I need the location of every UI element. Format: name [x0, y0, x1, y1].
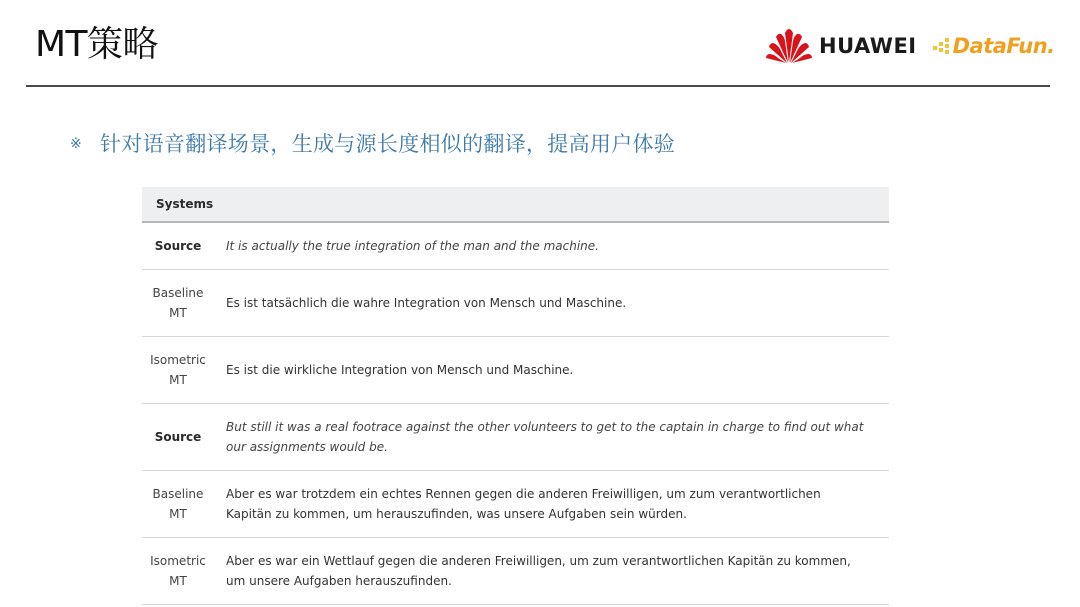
table-row	[142, 471, 889, 538]
translation-text: It is actually the true integration of the man and the machine.	[216, 222, 889, 270]
system-label: Isometric MT	[142, 337, 216, 404]
huawei-flower-icon	[765, 27, 813, 65]
table-row	[142, 404, 889, 471]
table-row	[142, 538, 889, 605]
bullet-text: 针对语音翻译场景，生成与源长度相似的翻译，提高用户体验	[100, 132, 676, 156]
translation-text: Aber es war trotzdem ein echtes Rennen gegen die anderen Freiwilligen, um zum verantwortlichen Kapitän zu kommen, um herauszufinden, was unsere Aufgaben sein würden.	[216, 471, 889, 538]
table-row	[142, 270, 889, 337]
logo-group	[765, 26, 1055, 66]
translation-text: Es ist die wirkliche Integration von Mensch und Maschine.	[216, 337, 889, 404]
huawei-logo	[765, 27, 917, 65]
reference-mark-icon: ※	[70, 134, 82, 151]
datafun-logo	[931, 34, 1055, 58]
table-row	[142, 337, 889, 404]
title-divider	[26, 85, 1050, 87]
translation-text: Es ist tatsächlich die wahre Integration von Mensch und Maschine.	[216, 270, 889, 337]
table-row	[142, 222, 889, 270]
translation-text: Aber es war ein Wettlauf gegen die anderen Freiwilligen, um zum verantwortlichen Kapitän zu kommen, um unsere Aufgaben herauszufinden.	[216, 538, 889, 605]
system-label: Baseline MT	[142, 471, 216, 538]
slide-title: MT策略	[35, 24, 159, 65]
system-label: Source	[142, 222, 216, 270]
system-label: Baseline MT	[142, 270, 216, 337]
translation-comparison-table	[142, 187, 889, 605]
translation-text: But still it was a real footrace against the other volunteers to get to the captain in charge to find out what our assignments would be.	[216, 404, 889, 471]
huawei-wordmark: HUAWEI	[819, 34, 917, 58]
system-label: Source	[142, 404, 216, 471]
datafun-wordmark: DataFun.	[952, 34, 1055, 58]
system-label: Isometric MT	[142, 538, 216, 605]
datafun-dots-icon	[931, 35, 953, 57]
systems-header: Systems	[142, 187, 889, 222]
table-header-row	[142, 187, 889, 222]
bullet-point	[70, 128, 675, 158]
